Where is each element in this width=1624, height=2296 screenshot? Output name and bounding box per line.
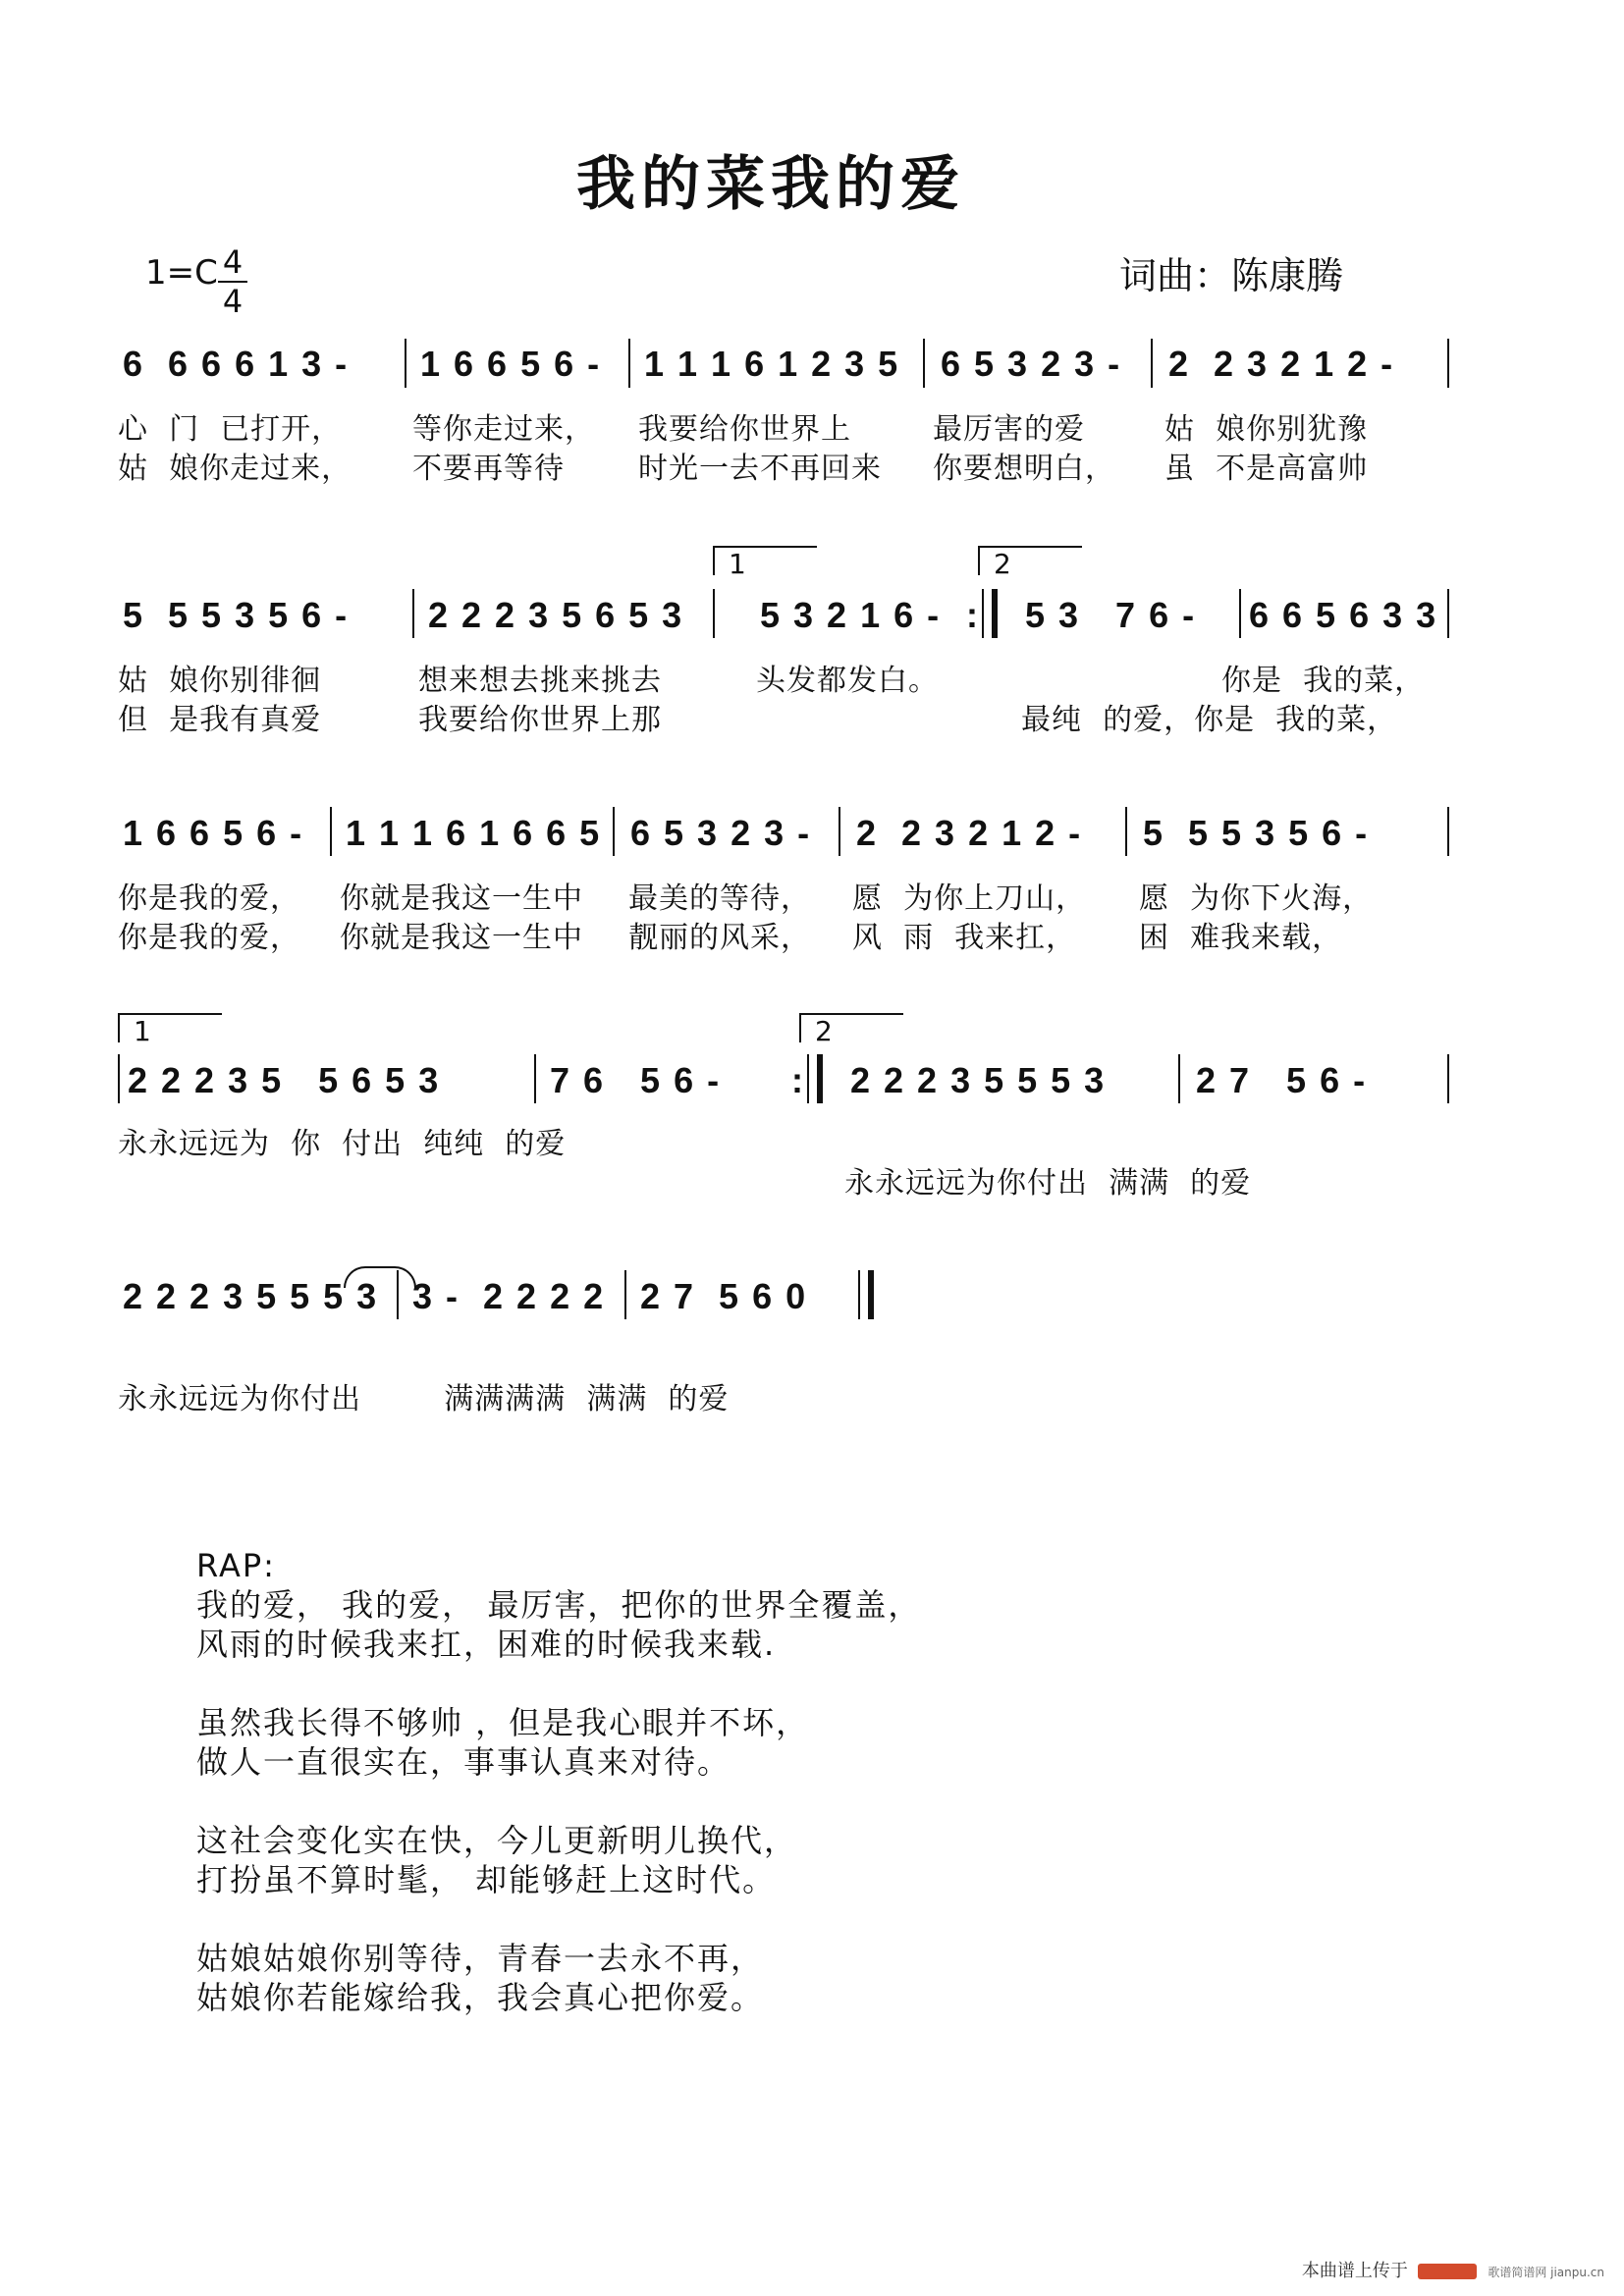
measure-notes: 2 7 5 6 - [1196, 1060, 1368, 1100]
lyric-line: 愿 为你上刀山， [852, 881, 1087, 916]
barline [1447, 1054, 1449, 1103]
final-barline-thick [868, 1270, 874, 1319]
measure-notes: 2 2 3 2 1 2 - [856, 813, 1083, 853]
measure-notes: 5 3 7 6 - [1025, 595, 1197, 635]
lyric-line: 你是我的爱， [118, 921, 300, 955]
barline [1151, 339, 1153, 388]
page-title: 我的菜我的爱 [576, 150, 965, 219]
measure-notes: 2 2 2 3 5 5 5 3 [123, 1276, 379, 1316]
measure-notes: 1 6 6 5 6 - [420, 344, 602, 384]
repeat-sign: : [966, 595, 980, 635]
measure-notes: 1 1 1 6 1 6 6 5 [346, 813, 602, 853]
lyric-line: 时光一去不再回来 [638, 452, 882, 486]
lyric-line: 你就是我这一生中 [340, 881, 583, 916]
author-credit: 词曲：陈康腾 [1119, 254, 1344, 297]
volta-1: 1 [713, 546, 817, 575]
final-barline-thin [858, 1270, 860, 1319]
measure-notes: 2 7 5 6 0 [640, 1276, 808, 1316]
barline [1239, 589, 1241, 638]
lyric-line: 靓丽的风采， [628, 921, 811, 955]
measure-notes: 2 2 3 2 1 2 - [1168, 344, 1395, 384]
lyric-line: 我要给你世界上那 [418, 703, 662, 737]
lyric-line: 姑 娘你别犹豫 [1164, 412, 1369, 447]
measure-notes: 2 2 2 3 5 5 5 3 [850, 1060, 1107, 1100]
time-signature-bottom: 4 [222, 283, 244, 320]
measure-notes: 5 3 2 1 6 - [760, 595, 942, 635]
lyric-line: 最美的等待， [628, 881, 811, 916]
lyric-line: 不要再等待 [412, 452, 565, 486]
measure-notes: 1 6 6 5 6 - [123, 813, 304, 853]
measure-notes: 3 - 2 2 2 2 [412, 1276, 606, 1316]
volta-2: 2 [799, 1013, 903, 1042]
measure-notes: 5 5 5 3 5 6 - [1143, 813, 1370, 853]
barline [613, 807, 615, 856]
repeat-sign: : [791, 1060, 805, 1100]
rap-line: 做人一直很实在，事事认真来对待。 [196, 1743, 731, 1781]
rap-line: 姑娘你若能嫁给我，我会真心把你爱。 [196, 1979, 765, 2016]
rap-line: 打扮虽不算时髦， 却能够赶上这时代。 [196, 1861, 777, 1898]
barline [1178, 1054, 1180, 1103]
lyric-line: 想来想去挑来挑去 [418, 664, 662, 698]
barline [807, 1054, 809, 1103]
lyric-line: 心 门 已打开， [118, 412, 343, 447]
measure-notes: 6 6 5 6 3 3 [1249, 595, 1438, 635]
barline [405, 339, 406, 388]
repeat-end-barline [817, 1054, 823, 1103]
barline [923, 339, 925, 388]
barline [624, 1270, 626, 1319]
lyric-line: 你是 我的菜， [1221, 664, 1426, 698]
barline [118, 1054, 120, 1103]
rap-line: 我的爱， 我的爱， 最厉害，把你的世界全覆盖， [196, 1586, 922, 1624]
barline [1447, 339, 1449, 388]
lyric-line: 愿 为你下火海， [1139, 881, 1374, 916]
rap-label: RAP: [196, 1547, 276, 1584]
barline [397, 1270, 399, 1319]
rap-section [196, 1546, 921, 2056]
lyric-line: 我要给你世界上 [638, 412, 851, 447]
lyric-line: 你就是我这一生中 [340, 921, 583, 955]
time-signature [218, 245, 247, 318]
measure-notes: 7 6 5 6 - [550, 1060, 722, 1100]
lyric-line: 风 雨 我来扛， [852, 921, 1077, 955]
lyric-line: 永永远远为你付出 满满 的爱 [844, 1166, 1252, 1201]
key-signature: 1=C [145, 253, 218, 293]
volta-2: 2 [978, 546, 1082, 575]
barline [628, 339, 630, 388]
footer-text: 本曲谱上传于 [1301, 2261, 1408, 2281]
measure-notes: 6 5 3 2 3 - [630, 813, 812, 853]
measure-notes: 1 1 1 6 1 2 3 5 [644, 344, 900, 384]
lyric-line: 虽 不是高富帅 [1164, 452, 1369, 486]
measure-notes: 6 6 6 6 1 3 - [123, 344, 350, 384]
barline [839, 807, 840, 856]
lyric-line: 困 难我来载， [1139, 921, 1343, 955]
lyric-line: 你要想明白， [933, 452, 1115, 486]
lyric-line: 你是我的爱， [118, 881, 300, 916]
measure-notes: 6 5 3 2 3 - [941, 344, 1122, 384]
repeat-end-barline [992, 589, 998, 638]
barline [1447, 589, 1449, 638]
measure-notes: 2 2 2 3 5 5 6 5 3 [128, 1060, 441, 1100]
rap-line: 这社会变化实在快，今儿更新明儿换代， [196, 1822, 798, 1859]
measure-notes: 2 2 2 3 5 6 5 3 [428, 595, 684, 635]
barline [330, 807, 332, 856]
lyric-line: 等你走过来， [412, 412, 595, 447]
rap-line: 姑娘姑娘你别等待，青春一去永不再， [196, 1940, 765, 1977]
lyric-line: 永永远远为 你 付出 纯纯 的爱 [118, 1127, 567, 1161]
site-logo-icon [1418, 2264, 1477, 2279]
lyric-line: 头发都发白。 [756, 664, 939, 698]
barline [713, 589, 715, 638]
lyric-line: 姑 娘你别徘徊 [118, 664, 322, 698]
rap-line: 风雨的时候我来扛，困难的时候我来载. [196, 1626, 777, 1663]
time-signature-top: 4 [222, 243, 244, 281]
lyric-line: 但 是我有真爱 [118, 703, 322, 737]
barline [1125, 807, 1127, 856]
barline [534, 1054, 536, 1103]
rap-line: 虽然我长得不够帅 ，但是我心眼并不坏， [196, 1704, 810, 1741]
lyric-line: 最纯 的爱，你是 我的菜， [1021, 703, 1398, 737]
measure-notes: 5 5 5 3 5 6 - [123, 595, 350, 635]
barline [982, 589, 984, 638]
lyric-line: 姑 娘你走过来， [118, 452, 352, 486]
barline [412, 589, 414, 638]
volta-1: 1 [118, 1013, 222, 1042]
barline [1447, 807, 1449, 856]
lyric-line: 最厉害的爱 [933, 412, 1085, 447]
lyric-line: 永永远远为你付出 满满满满 满满 的爱 [118, 1382, 730, 1416]
footer-watermark [1302, 2257, 1604, 2282]
footer-site: 歌谱简谱网 jianpu.cn [1488, 2266, 1604, 2279]
